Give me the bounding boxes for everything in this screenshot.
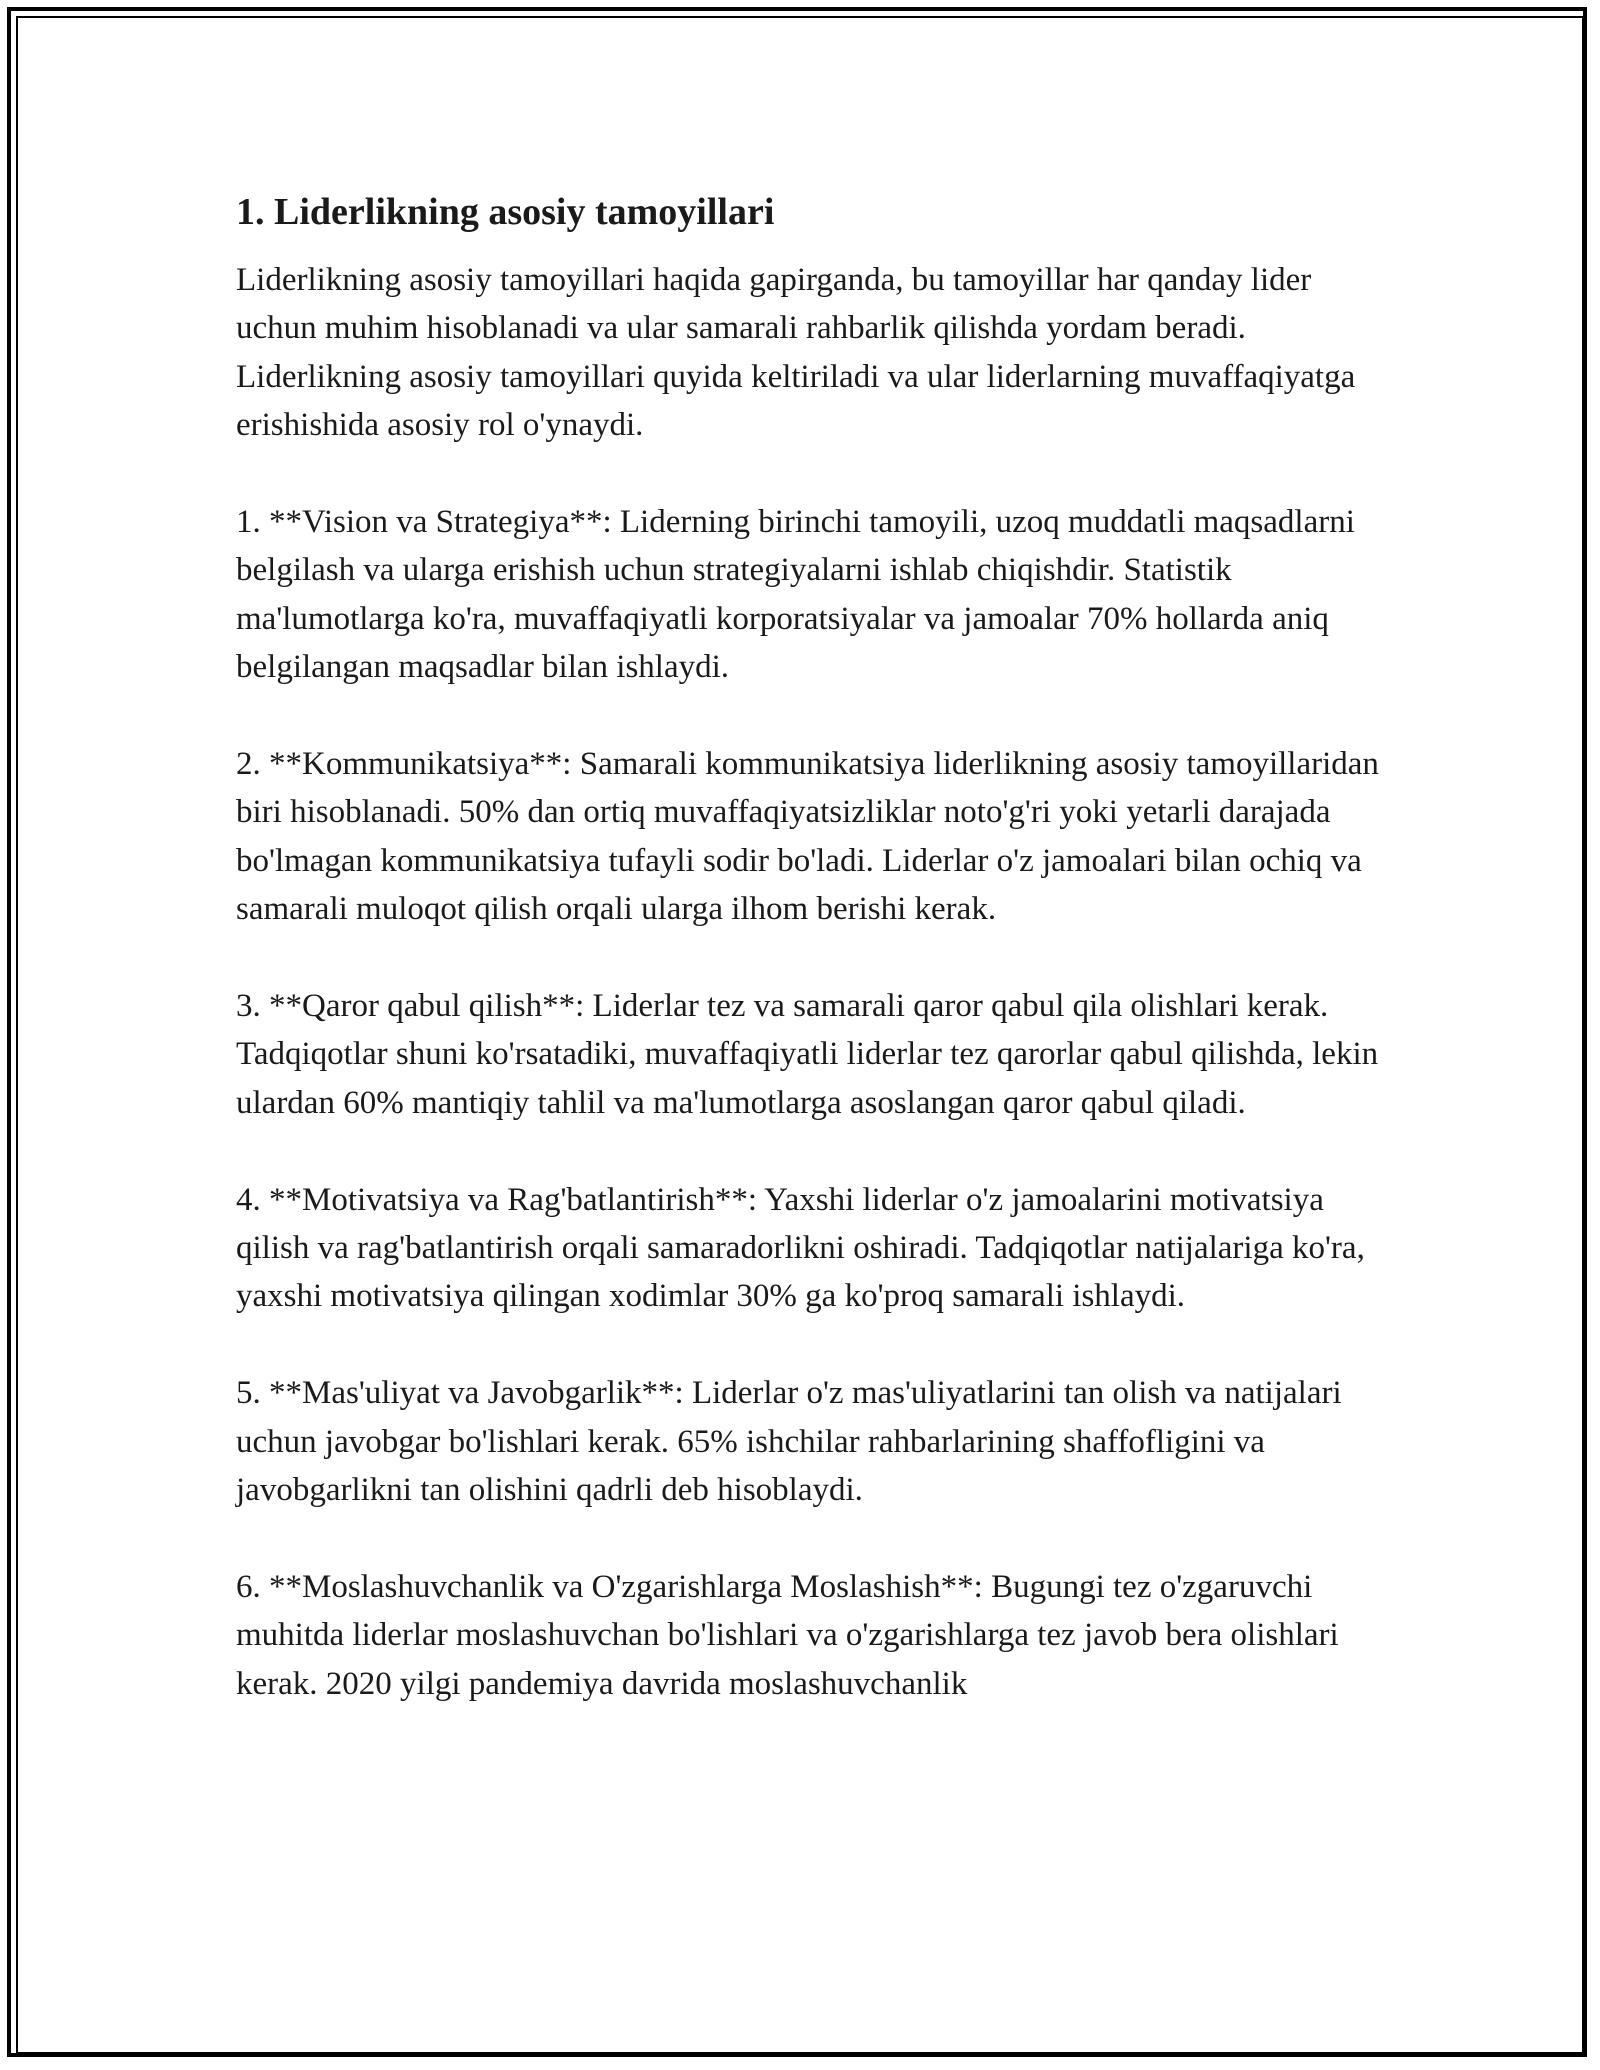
intro-paragraph: Liderlikning asosiy tamoyillari haqida gapirganda, bu tamoyillar har qanday lider uchun muhim hisoblanadi va ular samarali rahbarlik qilishda yordam beradi. Liderlikning asosiy tamoyillari quyida keltiriladi va ular liderlarning muvaffaqiyatga erishishida asosiy rol o'ynaydi. <box>236 262 1356 444</box>
document-body <box>236 186 1386 1708</box>
section-heading: 1. Liderlikning asosiy tamoyillari <box>236 191 775 233</box>
principle-responsibility-paragraph: 5. **Mas'uliyat va Javobgarlik**: Liderlar o'z mas'uliyatlarini tan olish va natijalari uchun javobgar bo'lishlari kerak. 65% ishchilar rahbarlarining shaffofligini va javobgarlikni tan olishini qadrli deb hisoblaydi. <box>236 1375 1342 1509</box>
principle-vision-paragraph: 1. **Vision va Strategiya**: Liderning birinchi tamoyili, uzoq muddatli maqsadlarni belgilash va ularga erishish uchun strategiyalarni ishlab chiqishdir. Statistik ma'lumotlarga ko'ra, muvaffaqiyatli korporatsiyalar va jamoalar 70% hollarda aniq belgilangan maqsadlar bilan ishlaydi. <box>236 504 1355 686</box>
principle-motivation-paragraph: 4. **Motivatsiya va Rag'batlantirish**: Yaxshi liderlar o'z jamoalarini motivatsiya qilish va rag'batlantirish orqali samaradorlikni oshiradi. Tadqiqotlar natijalariga ko'ra, yaxshi motivatsiya qilingan xodimlar 30% ga ko'proq samarali ishlaydi. <box>236 1181 1365 1315</box>
principle-decision-paragraph: 3. **Qaror qabul qilish**: Liderlar tez va samarali qaror qabul qila olishlari kerak. Tadqiqotlar shuni ko'rsatadiki, muvaffaqiyatli liderlar tez qarorlar qabul qilishda, lekin ulardan 60% mantiqiy tahlil va ma'lumotlarga asoslangan qaror qabul qiladi. <box>236 988 1379 1121</box>
principle-communication-paragraph: 2. **Kommunikatsiya**: Samarali kommunikatsiya liderlikning asosiy tamoyillaridan biri hisoblanadi. 50% dan ortiq muvaffaqiyatsizliklar noto'g'ri yoki yetarli darajada bo'lmagan kommunikatsiya tufayli sodir bo'ladi. Liderlar o'z jamoalari bilan ochiq va samarali muloqot qilish orqali ularga ilhom berishi kerak. <box>236 746 1379 928</box>
principle-adaptability-paragraph: 6. **Moslashuvchanlik va O'zgarishlarga Moslashish**: Bugungi tez o'zgaruvchi muhitda liderlar moslashuvchan bo'lishlari va o'zgarishlarga tez javob bera olishlari kerak. 2020 yilgi pandemiya davrida moslashuvchanlik <box>236 1568 1339 1702</box>
